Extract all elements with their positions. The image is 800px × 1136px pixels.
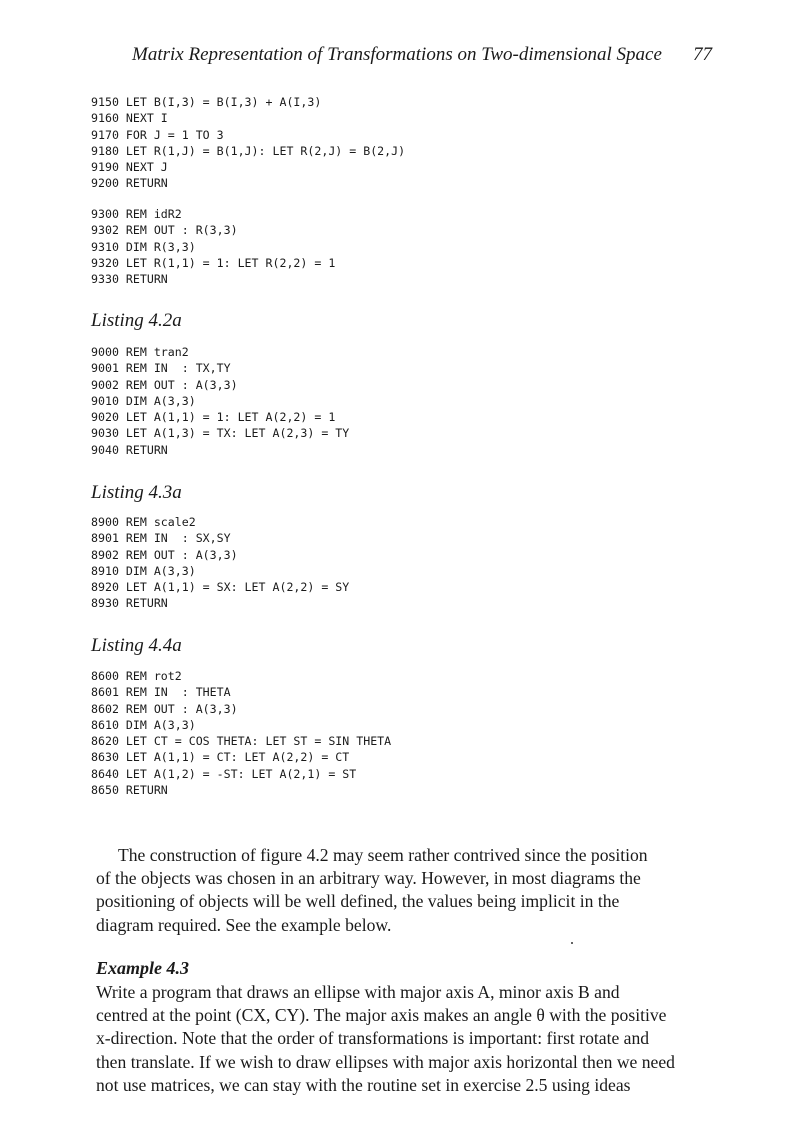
running-head	[132, 44, 712, 68]
code-line: 9300 REM idR2	[91, 207, 182, 221]
code-line: 9302 REM OUT : R(3,3)	[91, 223, 238, 238]
code-line: 8602 REM OUT : A(3,3)	[91, 701, 238, 716]
code-line: 8600 REM rot2	[91, 669, 182, 683]
code-line: 8630 LET A(1,1) = CT: LET A(2,2) = CT	[91, 750, 350, 765]
code-line: 8640 LET A(1,2) = -ST: LET A(2,1) = ST	[91, 766, 357, 781]
code-line: 9000 REM tran2	[91, 345, 189, 359]
code-line: 8601 REM IN : THETA	[91, 685, 231, 700]
code-block-matrix-multiply-tail	[91, 94, 405, 192]
code-line: 9010 DIM A(3,3)	[91, 393, 196, 408]
code-line: 9020 LET A(1,1) = 1: LET A(2,2) = 1	[91, 410, 336, 425]
code-line: 8900 REM scale2	[91, 515, 196, 529]
listing-caption: Listing 4.4a	[91, 635, 182, 656]
code-line: 8902 REM OUT : A(3,3)	[91, 547, 238, 562]
code-line: 8930 RETURN	[91, 596, 168, 611]
example-heading: Example 4.3	[96, 958, 189, 978]
paragraph-line: Write a program that draws an ellipse with major axis A, minor axis B and	[96, 982, 620, 1002]
paragraph-line: positioning of objects will be well defined, the values being implicit in the	[96, 891, 620, 912]
code-line: 9200 RETURN	[91, 176, 168, 191]
body-paragraph	[96, 844, 736, 937]
example-paragraph	[96, 981, 736, 1097]
code-line: 8650 RETURN	[91, 783, 168, 798]
code-line: 8620 LET CT = COS THETA: LET ST = SIN THETA	[91, 734, 392, 749]
code-line: 8901 REM IN : SX,SY	[91, 531, 231, 546]
code-block-idR2	[91, 206, 335, 287]
code-line: 9330 RETURN	[91, 272, 168, 287]
print-speck	[571, 942, 573, 944]
code-line: 9040 RETURN	[91, 442, 168, 457]
code-block-tran2	[91, 344, 349, 458]
code-line: 8910 DIM A(3,3)	[91, 563, 196, 578]
code-line: 9002 REM OUT : A(3,3)	[91, 377, 238, 392]
paragraph-line: then translate. If we wish to draw ellipses with major axis horizontal then we need	[96, 1051, 675, 1072]
paragraph-line: diagram required. See the example below.	[96, 914, 392, 935]
code-line: 9170 FOR J = 1 TO 3	[91, 127, 224, 142]
code-line: 8920 LET A(1,1) = SX: LET A(2,2) = SY	[91, 580, 350, 595]
code-line: 9150 LET B(I,3) = B(I,3) + A(I,3)	[91, 95, 322, 109]
running-head-title: Matrix Representation of Transformations on Two-dimensional Space	[132, 44, 662, 65]
paragraph-line: The construction of figure 4.2 may seem rather contrived since the position	[118, 845, 648, 865]
page-number: 77	[693, 44, 712, 65]
paragraph-line: of the objects was chosen in an arbitrary way. However, in most diagrams the	[96, 868, 641, 889]
paragraph-line: not use matrices, we can stay with the routine set in exercise 2.5 using ideas	[96, 1074, 631, 1095]
code-block-rot2	[91, 668, 391, 798]
code-line: 9030 LET A(1,3) = TX: LET A(2,3) = TY	[91, 426, 350, 441]
listing-caption: Listing 4.2a	[91, 310, 182, 331]
code-block-scale2	[91, 514, 349, 612]
code-line: 9190 NEXT J	[91, 160, 168, 175]
paragraph-line: x-direction. Note that the order of transformations is important: first rotate and	[96, 1028, 650, 1049]
code-line: 9160 NEXT I	[91, 111, 168, 126]
listing-caption: Listing 4.3a	[91, 482, 182, 503]
code-line: 9320 LET R(1,1) = 1: LET R(2,2) = 1	[91, 255, 336, 270]
code-line: 9001 REM IN : TX,TY	[91, 361, 231, 376]
paragraph-line: centred at the point (CX, CY). The major axis makes an angle θ with the positive	[96, 1005, 667, 1026]
code-line: 9310 DIM R(3,3)	[91, 239, 196, 254]
code-line: 8610 DIM A(3,3)	[91, 717, 196, 732]
code-line: 9180 LET R(1,J) = B(1,J): LET R(2,J) = B(2,J)	[91, 143, 406, 158]
